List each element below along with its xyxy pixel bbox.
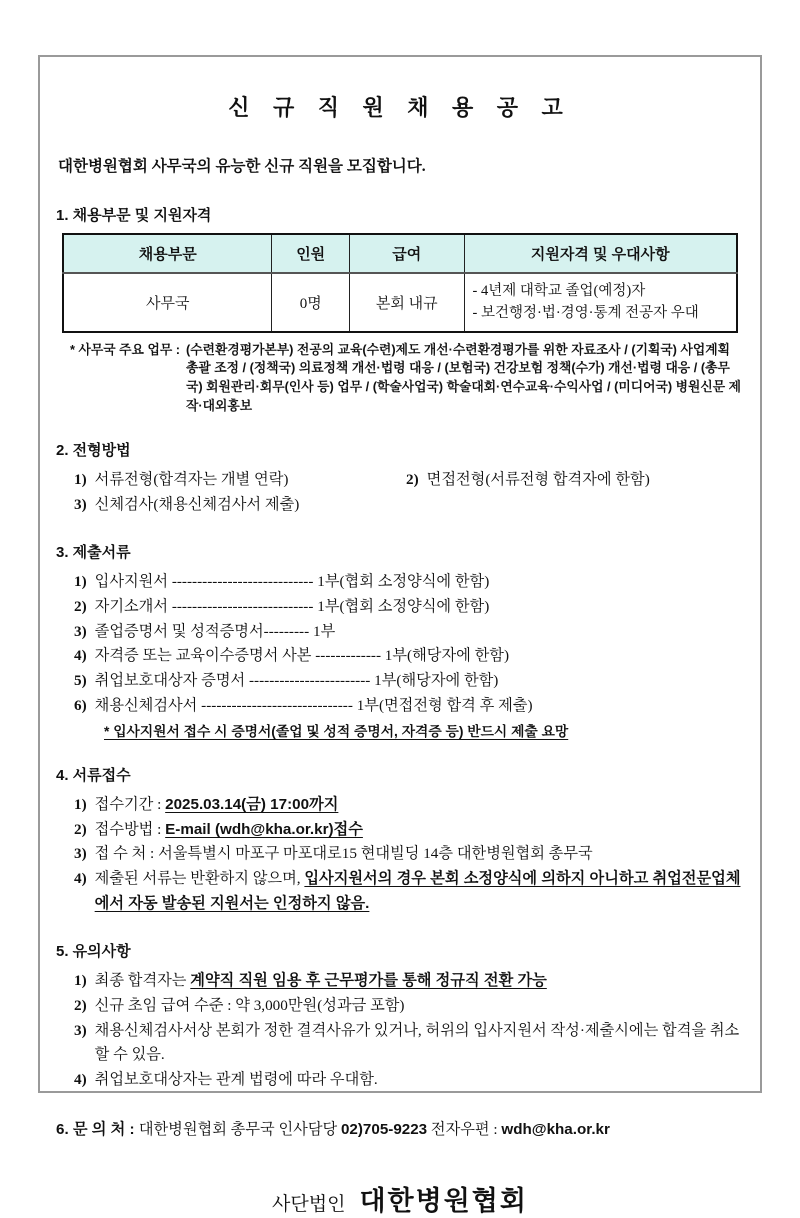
list-item xyxy=(74,468,406,493)
section5-heading: 5. 유의사항 xyxy=(56,943,131,961)
list-item xyxy=(74,570,744,595)
email-receipt-value: E-mail (wdh@kha.or.kr)접수 xyxy=(165,820,363,838)
list-item xyxy=(406,468,650,493)
section4-heading: 4. 서류접수 xyxy=(56,767,131,785)
deadline-value: 2025.03.14(금) 17:00까지 xyxy=(165,796,339,814)
section-recruit-field xyxy=(56,204,744,415)
dash-leader: ---------------------------- xyxy=(171,573,314,591)
dash-leader: ------------------------ xyxy=(248,671,371,689)
item-number: 3) xyxy=(74,845,87,863)
dash-leader: ---------------------------- xyxy=(171,598,314,615)
page-border xyxy=(38,55,762,1217)
list-item xyxy=(74,669,744,694)
qualification-line: - 4년제 대학교 졸업(예정)자 xyxy=(472,283,646,299)
item-number: 6) xyxy=(74,696,87,714)
contact-org: 대한병원협회 총무국 인사담당 xyxy=(138,1121,341,1139)
org-type: 사단법인 xyxy=(272,1194,346,1216)
list-item xyxy=(74,694,744,719)
list-item xyxy=(74,994,744,1019)
dash-leader: ------------------------------ xyxy=(201,696,353,714)
intro-text: 대한병원협회 사무국의 유능한 신규 직원을 모집합니다. xyxy=(58,158,426,175)
item-text: 취업보호대상자 증명서 ------------------------ 1부(해당자에 한함) xyxy=(94,671,499,689)
contact-email-label: 전자우편 : xyxy=(427,1121,502,1139)
contact-heading: 6. 문 의 처 : xyxy=(56,1121,139,1139)
section-notices xyxy=(56,940,744,1092)
section3-heading: 3. 제출서류 xyxy=(56,544,131,562)
item-text: 서류전형(합격자는 개별 연락) xyxy=(94,471,289,489)
org-name: 대한병원협회 xyxy=(359,1186,528,1217)
item-text: 채용신체검사서 ------------------------------ 1부(면접전형 합격 후 제출) xyxy=(94,696,533,714)
list-item xyxy=(74,1068,744,1093)
item-number: 2) xyxy=(74,820,87,838)
item-number: 1) xyxy=(74,573,87,591)
col-header-qualification: 지원자격 및 우대사항 xyxy=(464,234,737,273)
item-text: 취업보호대상자는 관계 법령에 따라 우대함. xyxy=(94,1070,378,1088)
col-header-salary: 급여 xyxy=(349,234,464,273)
warning-text: 입사지원서의 경우 본회 소정양식에 의하지 아니하고 취업전문업체에서 자동 발송된 지원서는 인정하지 않음. xyxy=(94,870,741,912)
col-header-dept: 채용부문 xyxy=(63,234,272,273)
item-number: 3) xyxy=(74,1021,87,1039)
item-number: 1) xyxy=(74,471,87,489)
documents-note: * 입사지원서 접수 시 증명서(졸업 및 성적 증명서, 자격증 등) 반드시 제출 요망 xyxy=(104,724,569,740)
cell-salary: 본회 내규 xyxy=(349,273,464,332)
document-title: 신 규 직 원 채 용 공 고 xyxy=(228,95,572,120)
contract-conversion-text: 계약직 직원 임용 후 근무평가를 통해 정규직 전환 가능 xyxy=(190,972,547,990)
list-item xyxy=(74,969,744,994)
dash-leader: --------- xyxy=(263,622,310,640)
item-number: 5) xyxy=(74,671,87,689)
col-header-count: 인원 xyxy=(272,234,350,273)
item-number: 3) xyxy=(74,495,87,513)
cell-qualifications xyxy=(464,273,737,332)
section2-heading: 2. 전형방법 xyxy=(56,442,131,460)
table-header-row xyxy=(63,234,737,273)
item-number: 4) xyxy=(74,647,87,665)
item-text: 접 수 처 : 서울특별시 마포구 마포대로15 현대빌딩 14층 대한병원협회 총무국 xyxy=(94,845,593,863)
item-text: 면접전형(서류전형 합격자에 한함) xyxy=(426,471,650,489)
item-number: 4) xyxy=(74,870,87,887)
recruitment-table xyxy=(62,233,738,333)
item-text: 채용신체검사서상 본회가 정한 결격사유가 있거나, 허위의 입사지원서 작성·제출시에는 합격을 취소할 수 있음. xyxy=(94,1021,740,1064)
list-item xyxy=(74,644,744,669)
list-item xyxy=(74,493,744,518)
section-required-documents xyxy=(56,541,744,740)
item-text: 최종 합격자는 계약직 직원 임용 후 근무평가를 통해 정규직 전환 가능 xyxy=(94,972,547,990)
item-number: 1) xyxy=(74,796,87,814)
list-item xyxy=(74,1019,744,1068)
section1-heading: 1. 채용부문 및 지원자격 xyxy=(56,207,212,224)
signature-block xyxy=(56,1179,744,1218)
dash-leader: ------------- xyxy=(315,647,381,665)
note-body: (수련환경평가본부) 전공의 교육(수련)제도 개선·수련환경평가를 위한 자료조사 / (기획국) 사업계획 총괄 조정 / (정책국) 의료정책 개선·법령 대응 / (보험국) 건강보험 정책(수가) 개선·법령 대응 / (총무국) 회원관리·회무(인사 등) 업무 / (학술사업국) 학술대회·연수교육·수익사업 / (미디어국) 병원신문 제작·대외홍보 xyxy=(186,341,742,413)
list-item xyxy=(74,595,744,620)
item-text: 자격증 또는 교육이수증명서 사본 ------------- 1부(해당자에 한함) xyxy=(94,647,510,665)
qualification-line: - 보건행정·법·경영·통계 전공자 우대 xyxy=(472,305,699,322)
contact-email: wdh@kha.or.kr xyxy=(501,1121,610,1139)
item-text: 신규 초임 급여 수준 : 약 3,000만원(성과금 포함) xyxy=(94,996,405,1014)
section-application-receipt xyxy=(56,764,744,916)
item-text: 제출된 서류는 반환하지 않으며, 입사지원서의 경우 본회 소정양식에 의하지 아니하고 취업전문업체에서 자동 발송된 지원서는 인정하지 않음. xyxy=(94,870,741,912)
list-item xyxy=(74,793,744,818)
section-contact xyxy=(56,1118,744,1139)
item-number: 2) xyxy=(74,598,87,615)
section-selection-process xyxy=(56,439,744,517)
cell-dept: 사무국 xyxy=(63,273,272,332)
item-text: 자기소개서 ---------------------------- 1부(협회 소정양식에 한함) xyxy=(94,598,490,615)
note-label: * 사무국 주요 업무 : xyxy=(70,341,180,357)
cell-count: 0명 xyxy=(272,273,350,332)
item-number: 3) xyxy=(74,622,87,640)
item-text: 입사지원서 ---------------------------- 1부(협회 소정양식에 한함) xyxy=(94,573,490,591)
list-item xyxy=(74,818,744,843)
item-text: 접수기간 : 2025.03.14(금) 17:00까지 xyxy=(94,796,339,814)
list-item xyxy=(74,842,744,867)
contact-phone: 02)705-9223 xyxy=(340,1121,428,1139)
item-number: 2) xyxy=(74,996,87,1014)
item-text: 신체검사(채용신체검사서 제출) xyxy=(94,495,300,513)
list-item xyxy=(74,867,744,916)
item-text: 접수방법 : E-mail (wdh@kha.or.kr)접수 xyxy=(94,820,363,838)
item-number: 2) xyxy=(406,471,419,489)
item-text: 졸업증명서 및 성적증명서--------- 1부 xyxy=(94,622,336,640)
office-duties-note xyxy=(70,341,744,415)
list-item xyxy=(74,620,744,645)
item-number: 4) xyxy=(74,1070,87,1088)
table-row xyxy=(63,273,737,332)
item-number: 1) xyxy=(74,972,87,990)
